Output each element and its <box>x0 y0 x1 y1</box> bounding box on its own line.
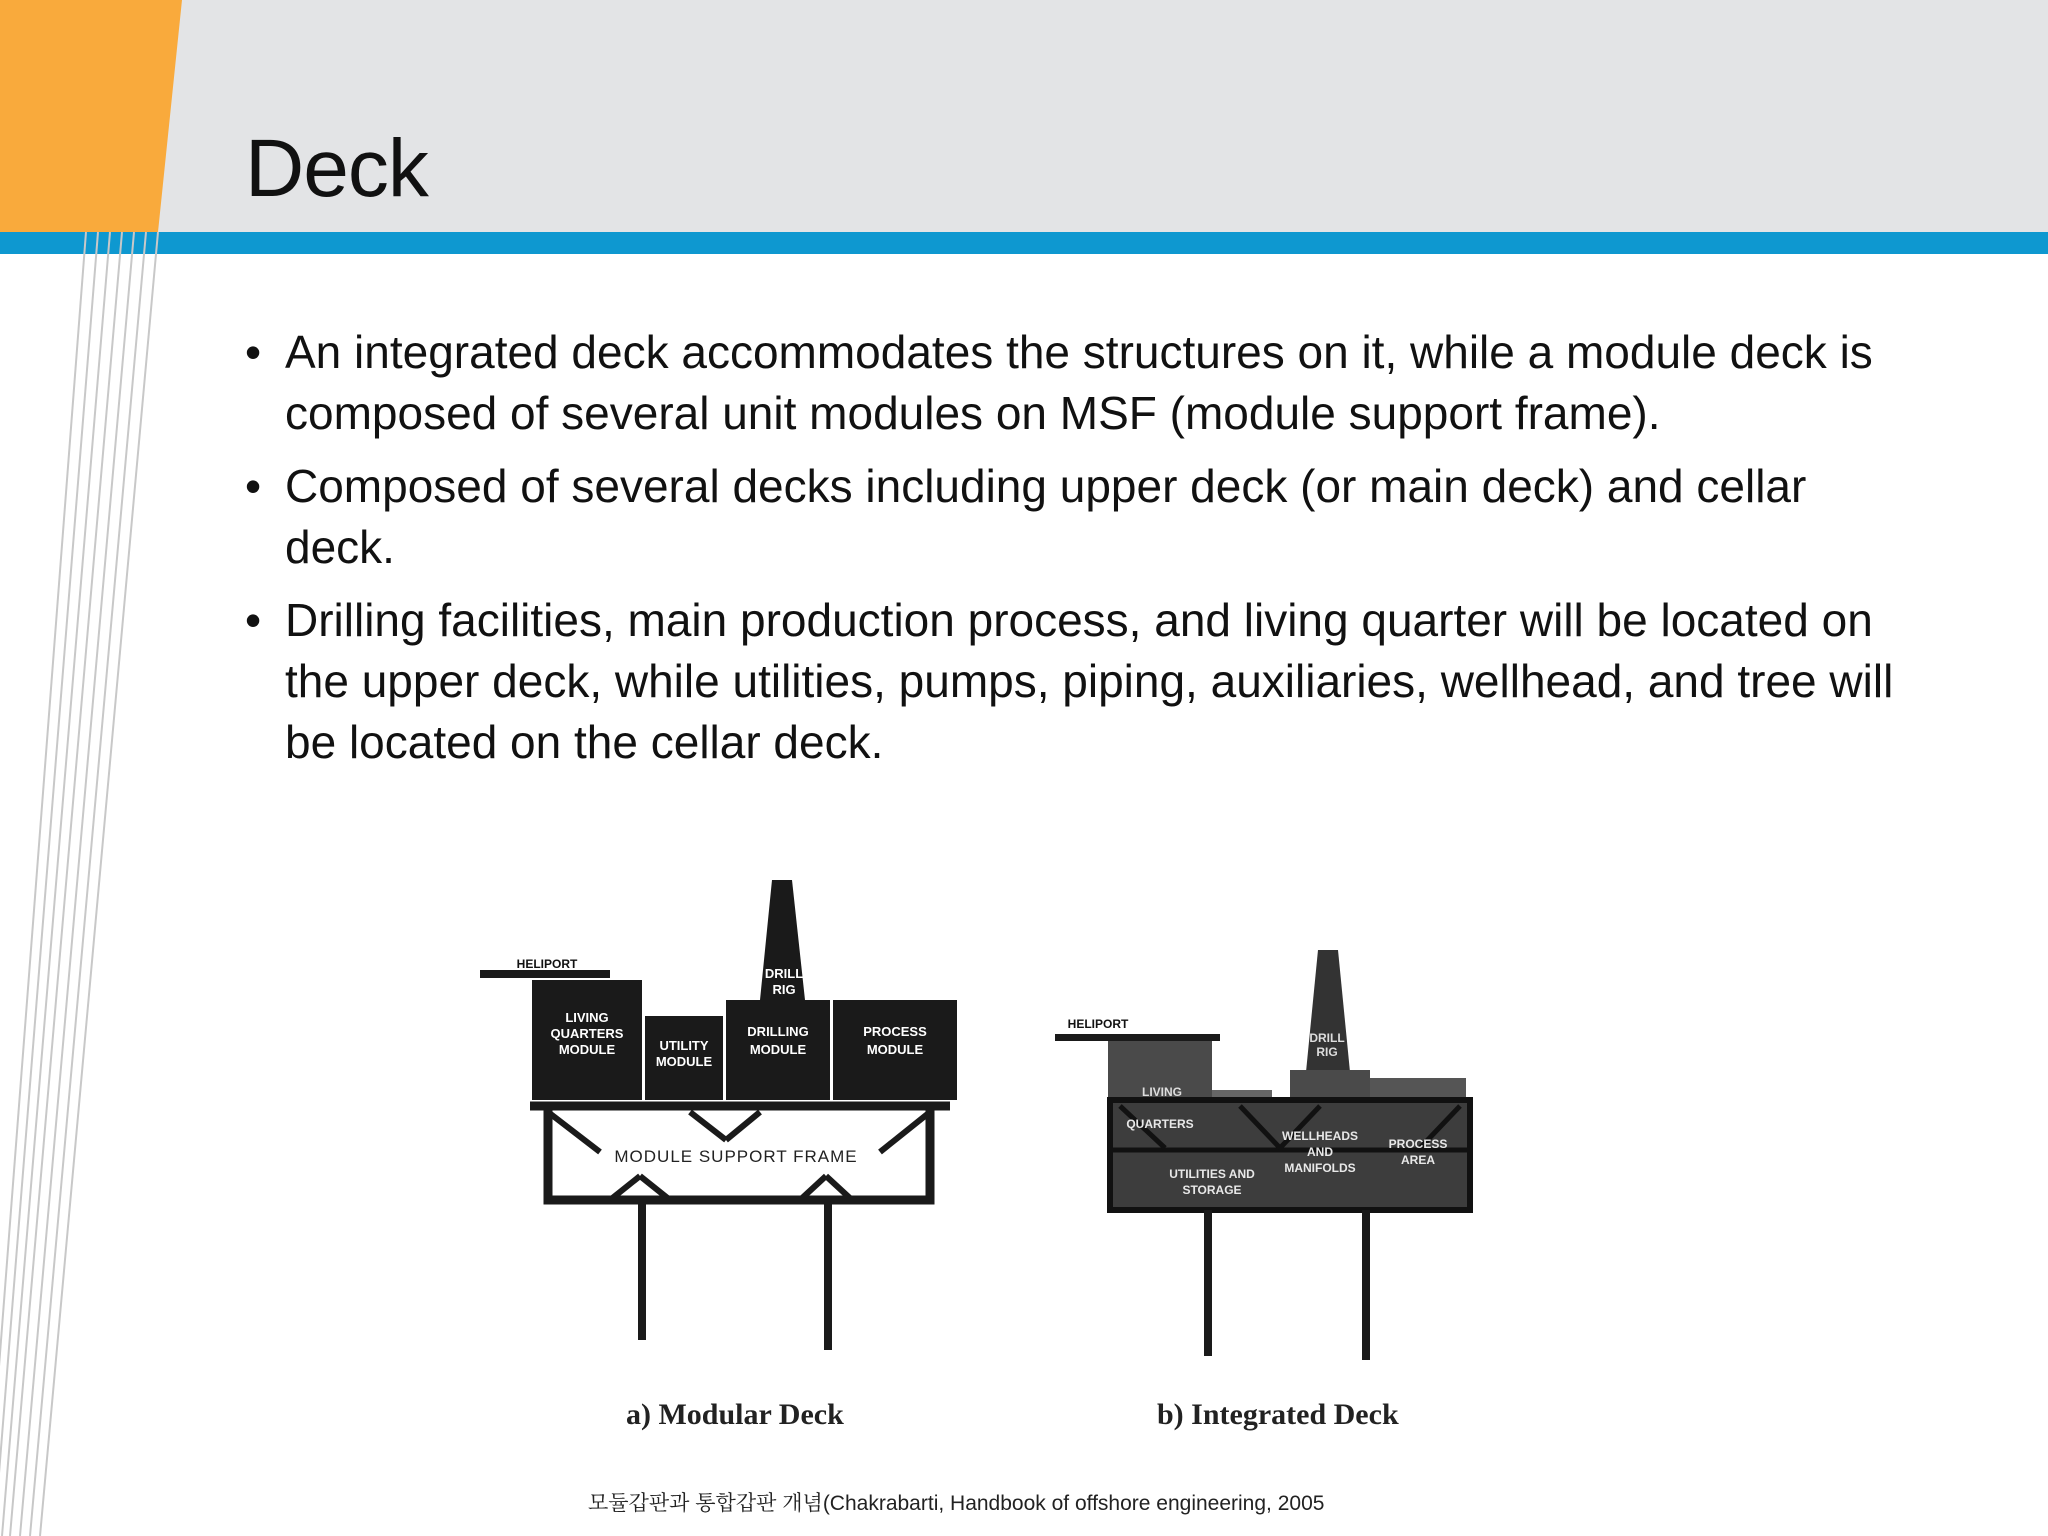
header-accent-bar <box>0 232 2048 254</box>
slide-title: Deck <box>245 123 428 214</box>
modular-deck-drawing <box>480 880 957 1350</box>
drilling-module-label: DRILLING <box>747 1024 809 1039</box>
integrated-drill-rig-label: DRILL <box>1309 1031 1345 1045</box>
integrated-heliport-label: HELIPORT <box>1067 1017 1129 1031</box>
modular-drill-rig-label: DRILL <box>764 966 804 981</box>
utilities-storage-label: UTILITIES AND <box>1169 1167 1255 1181</box>
process-area-label: PROCESS <box>1388 1137 1448 1151</box>
figure-source-citation: 모듈갑판과 통합갑판 개념(Chakrabarti, Handbook of offshore engineering, 2005 <box>588 1492 1325 1515</box>
wellheads-label: MANIFOLDS <box>1284 1161 1356 1175</box>
living-quarters-label: MODULE <box>558 1042 616 1057</box>
process-area-label: AREA <box>1400 1153 1436 1167</box>
module-support-frame-label: MODULE SUPPORT FRAME <box>614 1147 858 1166</box>
modular-drill-rig-label: RIG <box>772 982 796 997</box>
process-module-label: PROCESS <box>863 1024 927 1039</box>
integrated-deck-drawing <box>1055 950 1470 1360</box>
bullet-item: • Drilling facilities, main production process, and living quarter will be located on the upper deck, while utilities, pumps, piping, auxiliaries, wellhead, and tree will be located on the cellar deck. <box>245 590 1905 773</box>
drilling-module-label: MODULE <box>749 1042 807 1057</box>
integrated-living-label: LIVING <box>1141 1085 1183 1099</box>
modular-deck-caption: a) Modular Deck <box>626 1398 844 1431</box>
bullet-item: • Composed of several decks including upper deck (or main deck) and cellar deck. <box>245 456 1905 578</box>
bullet-list <box>245 322 1905 785</box>
modular-heliport-label: HELIPORT <box>516 957 578 971</box>
bullet-item: • An integrated deck accommodates the structures on it, while a module deck is composed of several unit modules on MSF (module support frame). <box>245 322 1905 444</box>
integrated-deck-caption: b) Integrated Deck <box>1157 1398 1399 1431</box>
deck-diagram <box>470 870 1490 1450</box>
living-quarters-label: QUARTERS <box>550 1026 624 1041</box>
integrated-quarters-label: QUARTERS <box>1126 1117 1194 1131</box>
process-module-label: MODULE <box>866 1042 924 1057</box>
integrated-drill-rig-label: RIG <box>1316 1045 1338 1059</box>
living-quarters-label: LIVING <box>565 1010 609 1025</box>
wellheads-label: AND <box>1307 1145 1333 1159</box>
utility-module-label: MODULE <box>655 1054 713 1069</box>
utility-module-label: UTILITY <box>659 1038 709 1053</box>
wellheads-label: WELLHEADS <box>1282 1129 1358 1143</box>
utilities-storage-label: STORAGE <box>1182 1183 1242 1197</box>
left-decoration <box>0 0 190 1536</box>
